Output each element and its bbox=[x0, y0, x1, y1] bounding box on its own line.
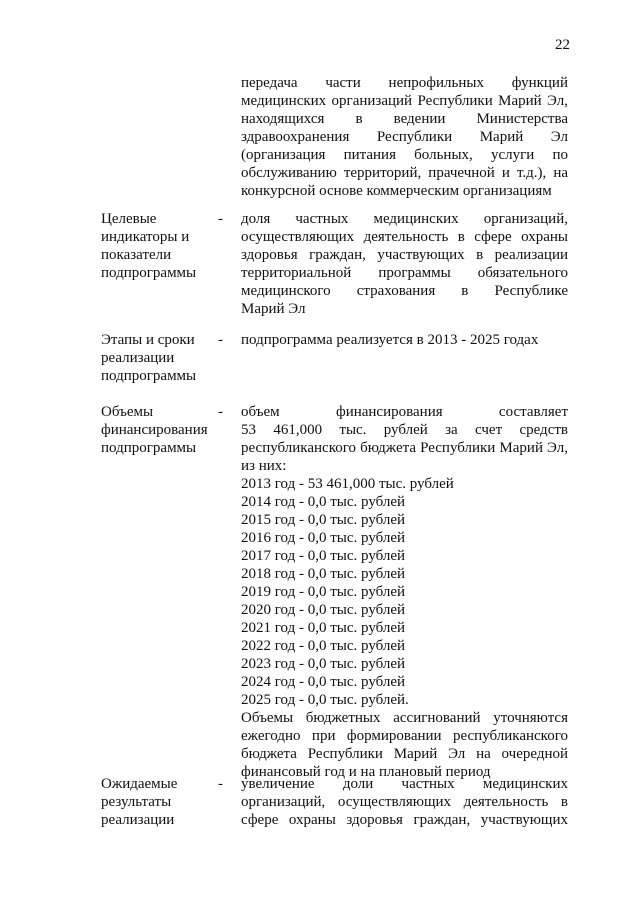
content-line: передача части непрофильных функций bbox=[241, 75, 568, 91]
section-dash: - bbox=[218, 332, 223, 348]
content-line: 2024 год - 0,0 тыс. рублей bbox=[241, 674, 406, 690]
section-content bbox=[241, 403, 568, 781]
content-line: из них: bbox=[241, 458, 287, 474]
content-line: 2017 год - 0,0 тыс. рублей bbox=[241, 548, 406, 564]
content-line: 2014 год - 0,0 тыс. рублей bbox=[241, 494, 406, 510]
section-label bbox=[101, 775, 221, 829]
section-label-line: Целевые bbox=[101, 211, 157, 227]
content-line: Объемы бюджетных ассигнований уточняются bbox=[241, 710, 568, 726]
section-label-line: результаты bbox=[101, 794, 172, 810]
section-label-line: подпрограммы bbox=[101, 440, 197, 456]
content-line: 2019 год - 0,0 тыс. рублей bbox=[241, 584, 406, 600]
content-line: подпрограмма реализуется в 2013 - 2025 годах bbox=[241, 332, 539, 348]
content-line: 2021 год - 0,0 тыс. рублей bbox=[241, 620, 406, 636]
content-line: сфере охраны здоровья граждан, участвующих bbox=[241, 812, 568, 828]
content-line: объем финансирования составляет bbox=[241, 404, 568, 420]
content-line: конкурсной основе коммерческим организациям bbox=[241, 183, 552, 199]
section-label-line: Ожидаемые bbox=[101, 776, 178, 792]
content-line: обслуживанию территорий, прачечной и т.д.), на bbox=[241, 165, 568, 181]
content-line: Марий Эл bbox=[241, 301, 306, 317]
section-label-line: финансирования bbox=[101, 422, 208, 438]
content-line: медицинских организаций Республики Марий Эл, bbox=[241, 93, 568, 109]
section-content bbox=[241, 210, 568, 318]
content-line: 2020 год - 0,0 тыс. рублей bbox=[241, 602, 406, 618]
content-line: доля частных медицинских организаций, bbox=[241, 211, 568, 227]
content-line: увеличение доли частных медицинских bbox=[241, 776, 568, 792]
section-label bbox=[101, 331, 221, 385]
section-content bbox=[241, 775, 568, 829]
content-line: территориальной программы обязательного bbox=[241, 265, 568, 281]
content-line: республиканского бюджета Республики Марий Эл, bbox=[241, 440, 568, 456]
section-label-line: показатели bbox=[101, 247, 172, 263]
section-label-line: подпрограммы bbox=[101, 368, 197, 384]
content-line: здравоохранения Республики Марий Эл bbox=[241, 129, 568, 145]
page-number: 22 bbox=[555, 37, 570, 53]
content-line: 53 461,000 тыс. рублей за счет средств bbox=[241, 422, 568, 438]
content-line: бюджета Республики Марий Эл на очередной bbox=[241, 746, 568, 762]
section-dash: - bbox=[218, 211, 223, 227]
section-dash: - bbox=[218, 404, 223, 420]
section-label bbox=[101, 210, 221, 282]
content-line: здоровья граждан, участвующих в реализации bbox=[241, 247, 568, 263]
content-line: осуществляющих деятельность в сфере охраны bbox=[241, 229, 568, 245]
content-line: 2015 год - 0,0 тыс. рублей bbox=[241, 512, 406, 528]
section-label-line: Объемы bbox=[101, 404, 154, 420]
content-line: 2016 год - 0,0 тыс. рублей bbox=[241, 530, 406, 546]
section-content bbox=[241, 74, 568, 200]
section-label-line: Этапы и сроки bbox=[101, 332, 195, 348]
section-label-line: индикаторы и bbox=[101, 229, 190, 245]
content-line: находящихся в ведении Министерства bbox=[241, 111, 568, 127]
content-line: 2013 год - 53 461,000 тыс. рублей bbox=[241, 476, 454, 492]
content-line: организаций, осуществляющих деятельность в bbox=[241, 794, 568, 810]
section-content bbox=[241, 331, 568, 349]
content-line: (организация питания больных, услуги по bbox=[241, 147, 568, 163]
content-line: ежегодно при формировании республиканского bbox=[241, 728, 568, 744]
content-line: 2022 год - 0,0 тыс. рублей bbox=[241, 638, 406, 654]
content-line: 2025 год - 0,0 тыс. рублей. bbox=[241, 692, 409, 708]
section-label-line: подпрограммы bbox=[101, 265, 197, 281]
section-label-line: реализации bbox=[101, 350, 175, 366]
content-line: 2018 год - 0,0 тыс. рублей bbox=[241, 566, 406, 582]
content-line: финансовый год и на плановый период bbox=[241, 764, 491, 780]
section-dash: - bbox=[218, 776, 223, 792]
section-label-line: реализации bbox=[101, 812, 175, 828]
content-line: 2023 год - 0,0 тыс. рублей bbox=[241, 656, 406, 672]
section-label bbox=[101, 403, 221, 457]
content-line: медицинского страхования в Республике bbox=[241, 283, 568, 299]
